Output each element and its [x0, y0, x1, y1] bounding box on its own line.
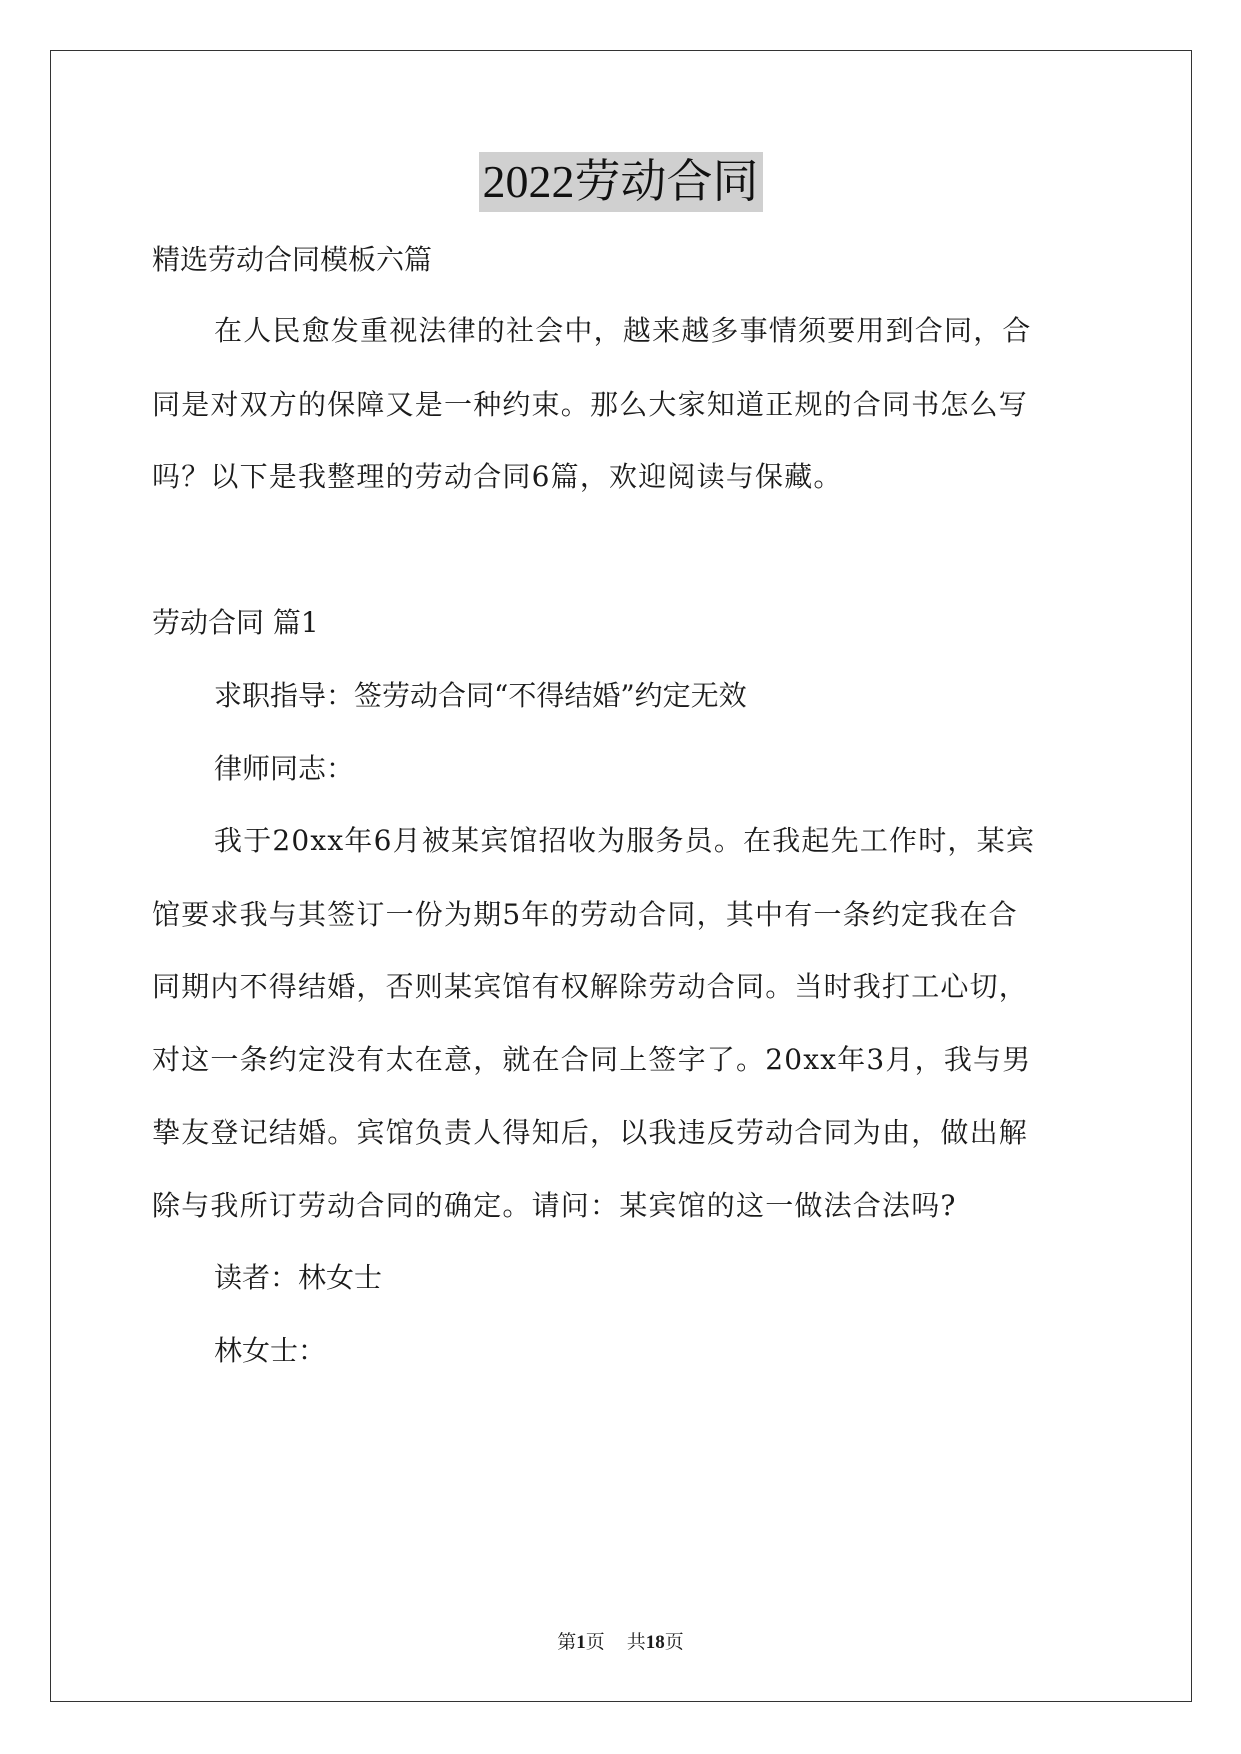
intro-line-2: 同是对双方的保障又是一种约束。那么大家知道正规的合同书怎么写: [152, 388, 1029, 421]
page-border: [50, 50, 1192, 1702]
letter-line-4: 对这一条约定没有太在意，就在合同上签字了。20xx年3月，我与男: [152, 1043, 1032, 1076]
intro-line-3: 吗？以下是我整理的劳动合同6篇，欢迎阅读与保藏。: [152, 460, 843, 493]
salutation-lawyer: 律师同志：: [214, 752, 355, 785]
page-prefix: 第: [557, 1631, 577, 1653]
reply-salutation: 林女士：: [214, 1334, 327, 1367]
total-suffix: 页: [664, 1631, 684, 1653]
page-suffix: 页: [585, 1631, 605, 1653]
total-prefix: 共: [626, 1631, 646, 1653]
document-title: 2022劳动合同: [479, 152, 763, 212]
letter-line-1: 我于20xx年6月被某宾馆招收为服务员。在我起先工作时，某宾: [214, 824, 1036, 857]
page-total: 18: [645, 1632, 665, 1653]
document-subtitle: 精选劳动合同模板六篇: [152, 243, 433, 276]
intro-line-1: 在人民愈发重视法律的社会中，越来越多事情须要用到合同，合: [214, 314, 1032, 347]
letter-line-2: 馆要求我与其签订一份为期5年的劳动合同，其中有一条约定我在合: [152, 898, 1018, 931]
letter-line-3: 同期内不得结婚，否则某宾馆有权解除劳动合同。当时我打工心切，: [152, 970, 1029, 1003]
page-current: 1: [576, 1632, 586, 1653]
title-container: [0, 152, 1241, 212]
reader-signature: 读者：林女士: [214, 1261, 383, 1294]
question-title: 求职指导：签劳动合同“不得结婚”约定无效: [214, 679, 747, 712]
section-heading: 劳动合同 篇1: [152, 606, 319, 639]
page-footer: [0, 1629, 1241, 1656]
letter-line-6: 除与我所订劳动合同的确定。请问：某宾馆的这一做法合法吗?: [152, 1189, 957, 1222]
letter-line-5: 挚友登记结婚。宾馆负责人得知后，以我违反劳动合同为由，做出解: [152, 1116, 1029, 1149]
